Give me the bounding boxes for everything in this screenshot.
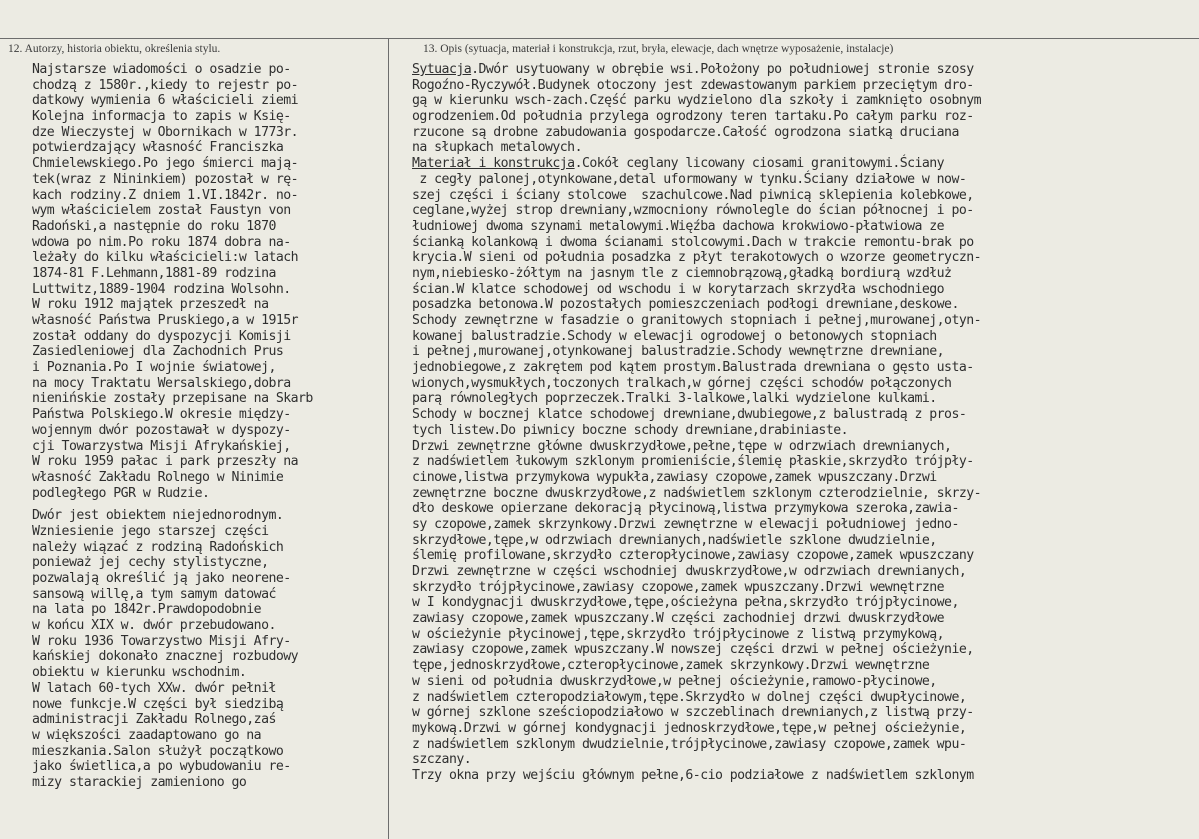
history-text-line: tek(wraz z Nininkiem) pozostał w rę- [32, 171, 299, 187]
description-text-line: szej części i ściany stolcowe szachulcowe.Nad piwnicą sklepienia kolebkowe, [412, 187, 974, 203]
history-text-line: na mocy Traktatu Wersalskiego,dobra [32, 375, 291, 391]
history-column [32, 62, 384, 791]
header-rule [0, 38, 1199, 39]
history-text-line: leżały do kilku właścicieli:w latach [32, 250, 299, 266]
description-text-line: z nadświetlem łukowym szklonym promieniście,ślemię płaskie,skrzydło trójpły- [412, 454, 974, 470]
history-text-line: nowe funkcje.W części był siedzibą [32, 696, 284, 712]
description-text-line: mykową.Drzwi w górnej kondygnacji jednoskrzydłowe,tępe,w pełnej ościeżynie, [412, 720, 967, 736]
history-text-line: Chmielewskiego.Po jego śmierci mają- [32, 156, 299, 172]
history-text-line: cji Towarzystwa Misji Afrykańskiej, [32, 438, 291, 454]
history-text-line: obiektu w kierunku wschodnim. [32, 665, 247, 681]
description-text-line: ślemię profilowane,skrzydło czteropłycinowe,zawiasy czopowe,zamek wpuszczany [412, 548, 974, 564]
history-text-line: należy wiązać z rodziną Radońskich [32, 539, 284, 555]
history-text-line: podległego PGR w Rudzie. [32, 485, 210, 501]
history-text-line: pozwalają określić ją jako neorene- [32, 571, 291, 586]
history-text-line: Kolejna informacja to zapis w Księ- [32, 109, 291, 125]
description-text-line: na słupkach metalowych. [412, 140, 582, 156]
description-text-line: sy czopowe,zamek skrzynkowy.Drzwi zewnętrzne w elewacji południowej jedno- [412, 516, 959, 532]
history-text-line: został oddany do dyspozycji Komisji [32, 328, 291, 344]
description-text-line: w sieni od południa dwuskrzydłowe,w pełnej ościeżynie,ramowo-płycinowe, [412, 673, 937, 689]
history-text-line: wojennym dwór pozostawał w dyspozy- [32, 422, 291, 438]
history-text-line: Radoński,a następnie do roku 1870 [32, 218, 276, 234]
history-text-line: sansową willę,a tym samym datować [32, 586, 276, 602]
history-text-line: Dwór jest obiektem niejednorodnym. [32, 508, 284, 524]
description-text-line: jednobiegowe,z zakrętem pod kątem prostym.Balustrada drewniana o gęsto usta- [412, 360, 974, 376]
history-text-line: Luttwitz,1889-1904 rodzina Wolsohn. [32, 281, 291, 297]
description-text-line: z nadświetlem czteropodziałowym,tępe.Skrzydło w dolnej części dwupłycinowe, [412, 689, 967, 705]
description-text-line: Sytuacja.Dwór usytuowany w obrębie wsi.Położony po południowej stronie szosy [412, 62, 974, 77]
history-text-line: potwierdzający własność Franciszka [32, 140, 284, 156]
description-text-line: Trzy okna przy wejściu głównym pełne,6-cio podziałowe z nadświetlem szklonym [412, 767, 974, 783]
description-text-line: tępe,jednoskrzydłowe,czteropłycinowe,zamek skrzynkowy.Drzwi wewnętrzne [412, 658, 930, 674]
description-text-line: krycia.W sieni od południa posadzka z płyt terakotowych o wzorze geometryczn- [412, 250, 981, 266]
section-heading: Sytuacja [412, 62, 472, 77]
description-text-line: ceglane,wyżej strop drewniany,wzmocniony równolegle do ścian północnej i po- [412, 203, 974, 219]
history-text-line: datkowy wymienia 6 właścicieli ziemi [32, 93, 299, 109]
history-text-line: ponieważ jej cechy stylistyczne, [32, 555, 269, 571]
description-text-line: łudniowej dwoma szynami metalowymi.Więźba dachowa krokwiowo-płatwiowa ze [412, 218, 945, 234]
description-text-line: posadzka betonowa.W pozostałych pomieszczeniach podłogi drewniane,deskowe. [412, 297, 959, 313]
history-text-line: w końcu XIX w. dwór przebudowano. [32, 618, 276, 634]
description-text-line: w górnej szklone sześciopodziałowo w szczeblinach drewnianych,z listwą przy- [412, 705, 974, 721]
history-text-line: nienińskie zostały przepisane na Skarb [32, 391, 313, 407]
description-text-line: szczany. [412, 752, 472, 768]
history-text-line: i Poznania.Po I wojnie światowej, [32, 360, 276, 376]
description-text-line: gą w kierunku wsch-zach.Część parku wydzielono dla szkoły i zamknięto osobnym [412, 93, 981, 109]
history-text-line: wdowa po nim.Po roku 1874 dobra na- [32, 234, 291, 250]
description-text-line: w I kondygnacji dwuskrzydłowe,tępe,ościeżyna pełna,skrzydło trójpłycinowe, [412, 595, 959, 611]
history-text-line: wym właścicielem został Faustyn von [32, 203, 291, 219]
history-text-line: 1874-81 F.Lehmann,1881-89 rodzina [32, 265, 276, 281]
history-text-line: dze Wieczystej w Obornikach w 1773r. [32, 124, 299, 140]
description-text-line: tych listew.Do piwnicy boczne schody drewniane,drabiniaste. [412, 422, 848, 438]
description-text-line: Schody w bocznej klatce schodowej drewniane,dwubiegowe,z balustradą z pros- [412, 407, 967, 423]
history-text-line: Najstarsze wiadomości o osadzie po- [32, 62, 291, 77]
description-text-line: rzucone są drobne zabudowania gospodarcze.Całość ogrodzona siatką druciana [412, 124, 959, 140]
history-text-line: W roku 1959 pałac i park przeszły na [32, 454, 299, 470]
history-text-line: administracji Zakładu Rolnego,zaś [32, 712, 276, 728]
description-text-line: skrzydło trójpłycinowe,zawiasy czopowe,zamek wpuszczany.Drzwi wewnętrzne [412, 579, 945, 595]
description-text-line: w ościeżynie płycinowej,tępe,skrzydło trójpłycinowe z listwą przymykową, [412, 626, 945, 642]
history-text-line: własność Państwa Pruskiego,a w 1915r [32, 313, 299, 328]
description-text-line: z nadświetlem szklonym dwudzielnie,trójpłycinowe,zawiasy czopowe,zamek wpu- [412, 736, 967, 752]
history-text-line: Zasiedleniowej dla Zachodnich Prus [32, 344, 284, 360]
section-heading: Materiał i konstrukcja [412, 156, 575, 172]
description-text-line: Drzwi zewnętrzne w części wschodniej dwuskrzydłowe,w odrzwiach drewnianych, [412, 564, 967, 579]
history-text-line: W roku 1936 Towarzystwo Misji Afry- [32, 633, 291, 649]
description-text-line: ogrodzeniem.Od południa przylega ogrodzony teren tartaku.Po całym parku roz- [412, 109, 974, 125]
description-text-line: cinowe,listwa przymykowa wypukła,zawiasy czopowe,zamek wpuszczany.Drzwi [412, 469, 937, 485]
history-text-line: mizy starackiej zamieniono go [32, 774, 247, 790]
history-text-line: kańskiej dokonało znacznej rozbudowy [32, 649, 299, 665]
description-text-line: zawiasy czopowe,zamek wpuszczany.W nowszej części drzwi w pełnej ościeżynie, [412, 642, 974, 658]
description-text-line: ścianką kolankową i dwoma ścianami stolcowymi.Dach w trakcie remontu-brak po [412, 234, 974, 250]
history-text-line: W latach 60-tych XXw. dwór pełnił [32, 680, 276, 696]
description-text-line: skrzydłowe,tępe,w odrzwiach drewnianych,nadświetle szklone dwudzielnie, [412, 532, 937, 548]
history-text-line: kach rodziny.Z dniem 1.VI.1842r. no- [32, 187, 299, 203]
history-text-line: W roku 1912 majątek przeszedł na [32, 297, 269, 313]
description-text-line: ścian.W klatce schodowej od wschodu i w korytarzach skrzydła wschodniego [412, 281, 945, 297]
description-text-line: parą równoległych poprzeczek.Tralki 3-lalkowe,lalki wydzielone kulkami. [412, 391, 937, 407]
description-text-line: z cegły palonej,otynkowane,detal uformowany w tynku.Ściany działowe w now- [412, 171, 967, 187]
description-text-line: kowanej balustradzie.Schody w elewacji ogrodowej o betonowych stopniach [412, 328, 937, 344]
history-text-line: Wzniesienie jego starszej części [32, 523, 269, 539]
history-text-line: mieszkania.Salon służył początkowo [32, 743, 284, 759]
left-section-header: 12. Autorzy, historia obiektu, określenia stylu. [8, 43, 221, 55]
description-text-line: zewnętrzne boczne dwuskrzydłowe,z nadświetlem szklonym czterodzielnie, skrzy- [412, 485, 981, 501]
description-text-line: wionych,wysmukłych,toczonych tralkach,w górnej części schodów połączonych [412, 375, 952, 391]
history-text-line: Państwa Polskiego.W okresie między- [32, 407, 291, 423]
history-text-line: jako świetlica,a po wybudowaniu re- [32, 759, 291, 775]
description-column [412, 62, 1194, 784]
right-section-header: 13. Opis (sytuacja, materiał i konstrukcja, rzut, bryła, elewacje, dach wnętrze wyposażenie, instalacje) [423, 43, 894, 55]
description-text-line: Schody zewnętrzne w fasadzie o granitowych stopniach i pełnej,murowanej,otyn- [412, 313, 981, 328]
history-text-line: na lata po 1842r.Prawdopodobnie [32, 602, 262, 618]
history-text-line: własność Zakładu Rolnego w Ninimie [32, 469, 284, 485]
description-text-line: Drzwi zewnętrzne główne dwuskrzydłowe,pełne,tępe w odrzwiach drewnianych, [412, 438, 952, 454]
description-text-line: Rogoźno-Ryczywół.Budynek otoczony jest zdewastowanym parkiem przeciętym dro- [412, 77, 974, 93]
description-text-line: dło deskowe opierzane dekoracją płycinową,listwa przymykowa szeroka,zawia- [412, 501, 959, 517]
description-text-line: zawiasy czopowe,zamek wpuszczany.W części zachodniej drzwi dwuskrzydłowe [412, 611, 945, 627]
description-text-line: Materiał i konstrukcja.Cokół ceglany licowany ciosami granitowymi.Ściany [412, 156, 945, 172]
description-text-line: i pełnej,murowanej,otynkowanej balustradzie.Schody wewnętrzne drewniane, [412, 344, 945, 360]
column-divider [388, 38, 389, 839]
description-text-line: nym,niebiesko-żółtym na jasnym tle z ciemnobrązową,gładką bordiurą wzdłuż [412, 265, 952, 281]
history-text-line: w większości zaadaptowano go na [32, 727, 262, 743]
history-text-line: chodzą z 1580r.,kiedy to rejestr po- [32, 77, 299, 93]
